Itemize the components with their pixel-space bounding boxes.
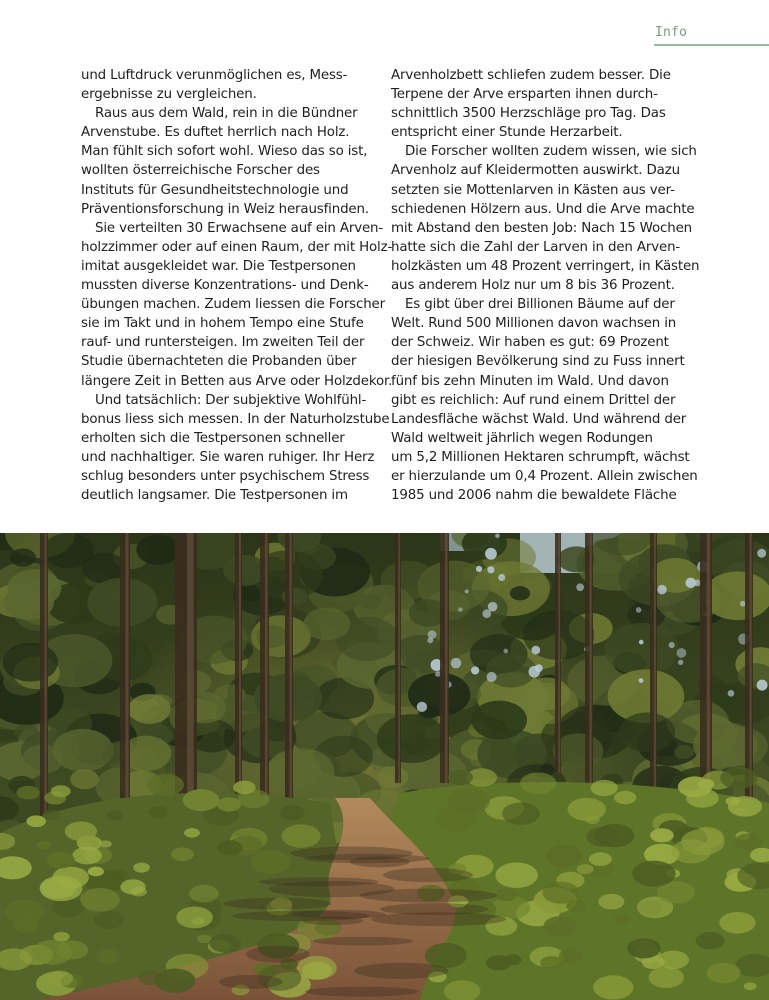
text-line: und Luftdruck verunmöglichen es, Mess- [81,68,348,83]
tree-trunk-highlight [558,533,560,773]
shrub-blob [26,815,45,827]
text-line: schlug besonders unter psychischem Stress [81,468,370,484]
shrub-blob [614,791,636,804]
shrub-blob [540,956,563,970]
shrub-blob [42,810,60,821]
text-line: holzkästen um 48 Prozent verringert, in Kästen [391,258,700,274]
shrub-blob [184,828,200,838]
sky-gap [639,640,644,645]
shrub-blob [14,918,39,933]
text-line: Raus aus dem Wald, rein in die Bündner [95,106,358,122]
text-line: rauf- und runtersteigen. Im zweiten Teil der [81,335,365,351]
path-shadow [383,868,473,882]
shrub-blob [148,806,168,818]
shrub-blob [138,970,163,985]
shrub-blob [197,935,211,944]
forest-path-image [0,533,769,1000]
foliage-blob [486,653,536,688]
path-shadow [223,898,331,910]
shrub-blob [425,943,467,968]
shrub-blob [176,907,212,929]
path-shadow [371,912,506,926]
text-line: Arvenholzbett schliefen zudem besser. Die [391,68,671,83]
shrub-blob [577,864,594,874]
sky-gap [458,607,463,612]
shrub-blob [217,840,243,855]
text-line: Welt. Rund 500 Millionen davon wachsen in [391,316,677,332]
text-line: Arvenholz auf Kleidermotten auswirkt. Dazu [391,163,680,179]
text-line: um 5,2 Millionen Hektaren schrumpft, wächst [391,449,690,465]
tree-trunk-highlight [44,533,46,833]
text-line: Sie verteilten 30 Erwachsene auf ein Arven- [95,220,384,236]
tree-trunk-highlight [289,533,291,803]
path-shadow [290,846,412,860]
sky-gap [417,702,427,712]
text-line: hatte sich die Zahl der Larven in den Arven- [391,239,681,255]
text-line: entspricht einer Stunde Herzarbeit. [391,125,623,141]
shrub-blob [133,863,150,873]
sky-gap [451,658,462,669]
section-rule [654,44,769,46]
sky-gap [576,583,584,591]
foliage-blob [136,534,180,565]
forest-photo [0,533,769,1000]
shrub-blob [96,950,119,964]
shrub-blob [280,805,305,820]
shrub-blob [568,798,606,821]
sky-gap [495,534,500,539]
shrub-blob [681,829,725,855]
path-shadow [305,987,418,997]
foliage-blob [619,712,676,752]
sky-gap [498,574,505,581]
text-line: fünf bis zehn Minuten im Wald. Und davon [391,373,669,389]
sky-gap [728,690,735,697]
foliage-blob [674,745,694,759]
tree-trunk-highlight [126,533,129,843]
shrub-blob [543,916,577,936]
foliage-blob [381,561,437,600]
sky-gap [528,666,540,678]
shrub-blob [282,824,321,847]
shrub-blob [41,877,77,899]
tree-trunk-highlight [445,533,448,783]
shrub-blob [502,802,540,825]
shrub-blob [57,941,89,960]
text-line: erholten sich die Testpersonen schneller [81,430,345,446]
sky-gap [487,566,494,573]
foliage-blob [128,694,171,724]
shrub-blob [147,774,184,796]
shrub-blob [217,797,241,811]
text-line: er hierzulande um 0,4 Prozent. Allein zwischen [391,468,698,484]
shrub-blob [686,788,719,808]
sky-gap [476,566,482,572]
text-line: der Schweiz. Wir haben es gut: 69 Prozent [391,335,669,351]
shrub-blob [65,822,97,841]
text-line: Wald weltweit jährlich wegen Rodungen [391,430,653,446]
shrub-blob [36,840,51,849]
text-line: übungen machen. Zudem liessen die Forscher [81,297,385,313]
shrub-blob [542,882,579,904]
tree-trunk [395,533,401,783]
shrub-blob [106,811,123,821]
sky-gap [503,649,508,654]
text-line: aus anderem Holz nur um 8 bis 36 Prozent. [391,278,675,294]
shrub-blob [51,785,71,797]
shrub-blob [302,962,332,980]
tree-trunk [650,533,657,793]
sky-gap [435,671,441,677]
shrub-blob [595,824,634,847]
sky-gap [669,642,675,648]
sky-gap [636,607,642,613]
shrub-blob [251,850,291,874]
text-line: sie im Takt und in hohem Tempo eine Stufe [81,316,364,332]
text-line: setzten sie Mottenlarven in Kästen aus ver- [391,182,675,198]
path-shadow [259,877,378,886]
shrub-blob [94,911,124,929]
text-line: Instituts für Gesundheitstechnologie und [81,182,349,198]
shrub-blob [120,879,145,894]
text-line: holzzimmer oder auf einen Raum, der mit Holz- [81,239,393,255]
shrub-blob [650,828,674,842]
text-column-left [81,66,393,505]
shrub-blob [707,963,741,983]
sky-gap [677,648,687,658]
shrub-blob [658,951,689,970]
shrub-blob [233,781,256,795]
tree-trunk-highlight [707,533,711,803]
path-shadow [302,917,363,926]
shrub-blob [627,938,660,958]
foliage-blob [510,586,530,600]
text-column-right [391,66,701,505]
tree-trunk-highlight [398,533,400,783]
sky-gap [757,549,766,558]
sky-gap [485,548,497,560]
shrub-blob [88,867,104,877]
shrub-blob [189,885,219,903]
shrub-blob [728,796,762,817]
text-line: Die Forscher wollten zudem wissen, wie sich [405,144,697,160]
text-line: wollten österreichische Forscher des [81,163,320,179]
text-line: schnittlich 3500 Herzschläge pro Tag. Das [391,106,666,122]
text-line: gibt es reichlich: Auf rund einem Drittel der [391,392,676,408]
text-line: mussten diverse Konzentrations- und Denk- [81,278,369,294]
shrub-blob [734,833,762,850]
shrub-blob [109,869,128,880]
sky-gap [678,660,683,665]
sky-gap [482,609,491,618]
foliage-blob [703,572,769,621]
path-shadow [219,975,283,989]
shrub-blob [591,780,618,796]
text-line: imitat ausgekleidet war. Die Testpersonen [81,258,356,274]
shrub-blob [448,770,473,785]
text-line: längere Zeit in Betten aus Arve oder Holzdekor. [81,373,393,389]
text-line: bonus liess sich messen. In der Naturholzstube [81,411,390,427]
foliage-blob [377,766,408,788]
sky-gap [639,678,644,683]
foliage-blob [3,643,58,682]
foliage-blob [408,673,470,717]
foliage-blob [70,769,99,789]
shrub-blob [47,970,74,986]
tree-trunk [700,533,712,803]
sky-gap [657,585,667,595]
text-line: Es gibt über drei Billionen Bäume auf der [405,297,675,313]
shrub-blob [649,967,684,988]
foliage-blob [604,623,678,675]
sky-gap [757,680,768,691]
text-line: ergebnisse zu vergleichen. [81,87,257,103]
tree-trunk-highlight [265,533,268,823]
shrub-blob [720,767,757,789]
path-shadow [246,946,310,963]
path-shadow [354,963,449,979]
section-tag: Info [655,25,688,40]
shrub-blob [613,914,630,924]
shrub-blob [495,888,517,901]
shrub-blob [719,912,755,934]
foliage-blob [267,748,335,795]
sky-gap [531,646,540,655]
tree-trunk-highlight [589,533,591,783]
shrub-blob [632,861,675,887]
text-line: schiedenen Hölzern aus. Und die Arve machte [391,201,695,217]
sky-gap [686,578,696,588]
tree-trunk-highlight [654,533,656,793]
tree-trunk-highlight [239,533,241,813]
shrub-blob [546,845,583,867]
shrub-blob [486,955,511,970]
shrub-blob [593,975,633,999]
shrub-blob [447,788,490,814]
sky-gap [428,630,437,639]
text-line: mit Abstand den besten Job: Nach 15 Wochen [391,220,692,236]
foliage-blob [14,724,38,741]
sky-gap [465,589,469,593]
text-line: Präventionsforschung in Weiz herausfinden. [81,201,369,217]
shrub-blob [744,982,757,990]
shrub-blob [17,786,40,800]
shrub-blob [183,789,220,811]
shrub-blob [698,779,715,789]
shrub-blob [171,847,194,861]
text-line: Terpene der Arve ersparten ihnen durch- [391,87,658,103]
shrub-blob [80,888,120,912]
foliage-blob [303,608,350,641]
sky-gap [471,666,479,674]
path-shadow [313,937,413,946]
sky-gap [487,672,497,682]
text-line: 1985 und 2006 nahm die bewaldete Fläche [391,488,677,504]
shrub-blob [598,894,624,910]
text-line: und nachhaltiger. Sie waren ruhiger. Ihr Herz [81,449,375,465]
foliage-blob [377,714,447,763]
text-line: Und tatsächlich: Der subjektive Wohlfühl- [95,392,367,408]
sky-gap [740,601,746,607]
text-line: Landesfläche wächst Wald. Und während der [391,411,687,427]
shrub-blob [520,772,556,794]
text-line: Studie übernachteten die Probanden über [81,354,357,370]
text-line: Man fühlt sich sofort wohl. Wieso das so ist, [81,144,368,160]
shrub-blob [695,932,724,949]
text-line: der hiesigen Bevölkerung sind zu Fuss innert [391,354,685,370]
foliage-blob [471,700,527,739]
shrub-blob [495,862,538,888]
text-line: Arvenstube. Es duftet herrlich nach Holz. [81,125,350,141]
text-line: deutlich langsamer. Die Testpersonen im [81,488,348,504]
shrub-blob [210,934,242,953]
shrub-blob [46,852,74,869]
foliage-blob [10,548,36,566]
shrub-blob [589,852,612,866]
sky-gap [488,602,498,612]
